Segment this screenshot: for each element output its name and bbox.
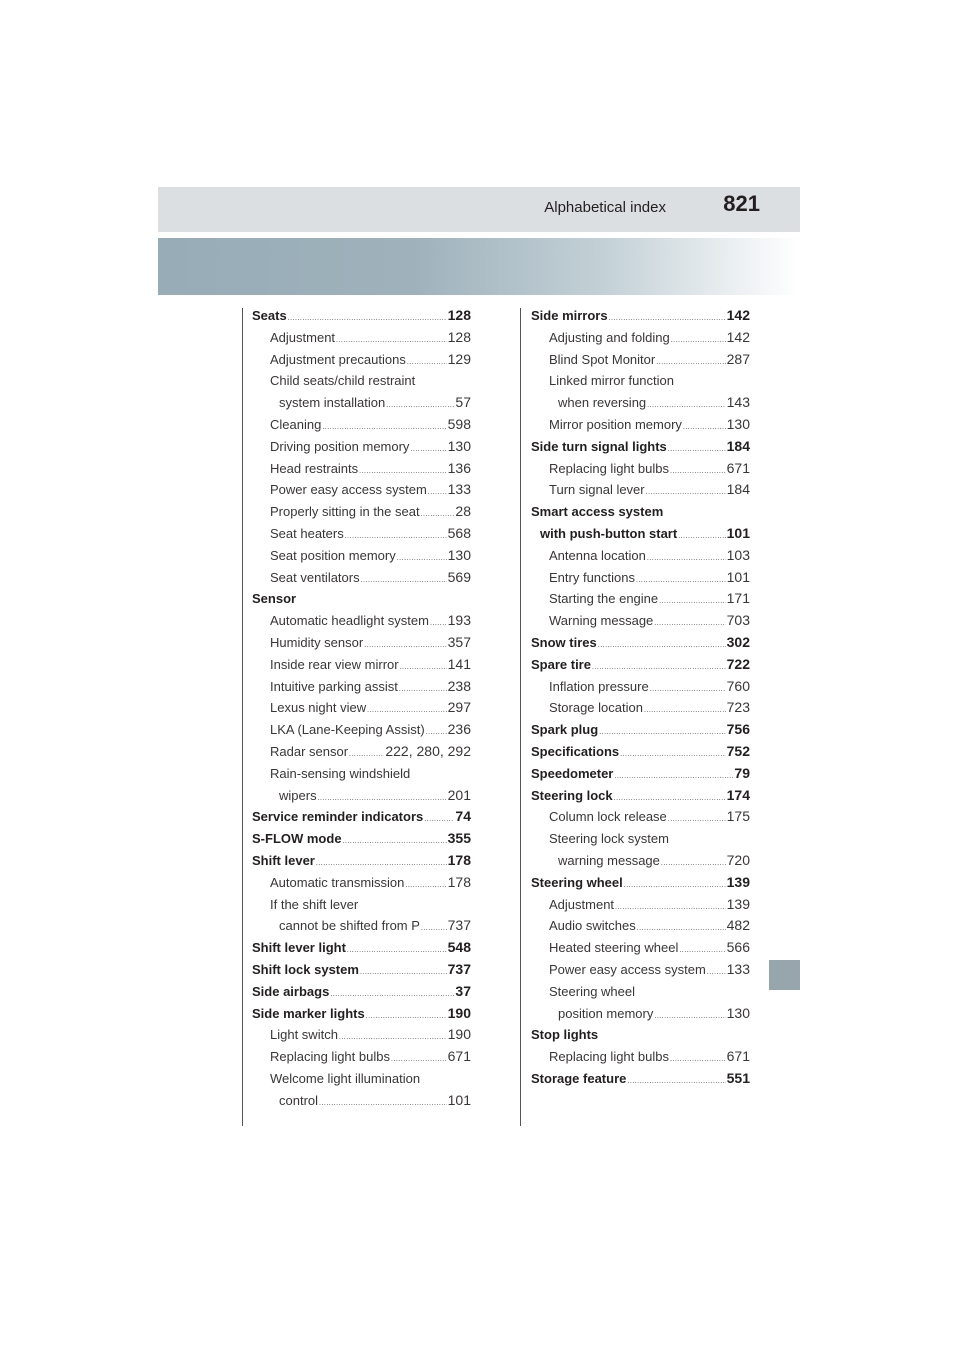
index-entry-term: Power easy access system <box>270 482 427 498</box>
index-entry <box>531 872 750 894</box>
index-entry-term: Audio switches <box>549 918 636 934</box>
index-entry-term: Column lock release <box>549 809 667 825</box>
index-entry <box>531 894 750 916</box>
index-entry <box>531 915 750 937</box>
index-entry <box>252 610 471 632</box>
index-entry <box>531 937 750 959</box>
index-entry <box>531 588 750 610</box>
index-entry <box>252 545 471 567</box>
index-entry <box>531 697 750 719</box>
index-entry-page[interactable]: 671 <box>726 459 750 476</box>
index-entry <box>531 959 750 981</box>
index-entry <box>531 523 750 545</box>
index-entry-page[interactable]: 133 <box>726 960 750 977</box>
header-bar <box>158 187 800 232</box>
index-entry <box>531 545 750 567</box>
index-entry-page[interactable]: 174 <box>726 786 750 803</box>
index-entry <box>531 850 750 872</box>
index-entry-term: Shift lever light <box>252 940 346 956</box>
index-entry-term: Shift lock system <box>252 961 359 977</box>
index-entry-term: Replacing light bulbs <box>270 1049 390 1065</box>
index-entry-page[interactable]: 222, 280, 292 <box>385 742 471 759</box>
index-entry <box>531 654 750 676</box>
index-entry <box>531 1068 750 1090</box>
index-entry-term: Seat heaters <box>270 525 344 541</box>
index-entry <box>252 567 471 589</box>
index-entry-term: Steering lock system <box>549 831 669 847</box>
index-entry-page[interactable]: 737 <box>447 960 471 977</box>
index-entry-page[interactable]: 101 <box>726 568 750 585</box>
index-entry-page[interactable]: 103 <box>726 546 750 563</box>
index-entry <box>531 567 750 589</box>
index-entry <box>252 305 471 327</box>
index-entry-term: Automatic transmission <box>270 874 405 890</box>
index-entry <box>531 327 750 349</box>
index-entry-page[interactable]: 566 <box>726 939 750 956</box>
index-entry <box>531 349 750 371</box>
index-entry-page[interactable]: 482 <box>726 917 750 934</box>
index-entry <box>531 763 750 785</box>
index-entry <box>252 654 471 676</box>
index-entry-term: control <box>279 1092 319 1108</box>
index-entry-page[interactable]: 737 <box>447 917 471 934</box>
index-entry-term: Head restraints <box>270 460 359 476</box>
index-entry <box>252 1046 471 1068</box>
index-entry-page[interactable]: 190 <box>447 1026 471 1043</box>
page-title: Alphabetical index <box>544 199 666 216</box>
index-entry-page[interactable]: 128 <box>447 307 471 323</box>
index-entry-term: Smart access system <box>531 504 664 520</box>
index-entry-page[interactable]: 133 <box>447 481 471 498</box>
index-entry-term: Speedometer <box>531 765 614 781</box>
index-entry-page[interactable]: 184 <box>726 481 750 498</box>
header-gradient-band <box>158 238 800 295</box>
index-entry-term: Spare tire <box>531 656 591 672</box>
index-entry <box>252 676 471 698</box>
index-entry-term: Stop lights <box>531 1027 599 1043</box>
index-entry-term: Starting the engine <box>549 591 659 607</box>
index-entry-page[interactable]: 57 <box>455 394 471 411</box>
index-entry <box>531 981 750 1003</box>
index-entry-term: Sensor <box>252 591 297 607</box>
index-entry-page[interactable]: 569 <box>447 568 471 585</box>
index-entry <box>252 1024 471 1046</box>
index-entry-page[interactable]: 143 <box>726 394 750 411</box>
index-entry-page[interactable]: 136 <box>447 459 471 476</box>
index-entry-term: Driving position memory <box>270 438 410 454</box>
index-entry <box>252 785 471 807</box>
index-entry <box>252 1090 471 1112</box>
index-entry <box>531 1003 750 1025</box>
index-entry-page[interactable]: 302 <box>726 633 750 650</box>
index-entry <box>252 370 471 392</box>
index-entry-page[interactable]: 756 <box>726 721 750 738</box>
index-entry-page[interactable]: 130 <box>726 1004 750 1021</box>
index-entry-page[interactable]: 193 <box>447 612 471 629</box>
index-entry <box>531 414 750 436</box>
index-entry-page[interactable]: 201 <box>447 786 471 803</box>
index-entry <box>531 479 750 501</box>
page-number: 821 <box>723 191 760 216</box>
index-entry-term: Shift lever <box>252 852 315 868</box>
index-entry <box>252 392 471 414</box>
index-entry <box>531 436 750 458</box>
index-entry-page[interactable]: 79 <box>734 764 750 781</box>
index-entry <box>252 414 471 436</box>
index-entry-page[interactable]: 139 <box>726 873 750 890</box>
index-entry-page[interactable]: 130 <box>447 546 471 563</box>
index-entry-term: wipers <box>279 787 317 803</box>
index-entry-page[interactable]: 752 <box>726 742 750 759</box>
index-entry-term: Steering wheel <box>531 874 623 890</box>
index-entry-term: warning message <box>558 852 660 868</box>
index-entry <box>252 436 471 458</box>
index-entry <box>252 1068 471 1090</box>
index-entry-page[interactable]: 287 <box>726 350 750 367</box>
index-entry-term: Adjustment <box>270 329 336 345</box>
index-entry-page[interactable]: 101 <box>726 524 750 541</box>
index-entry-page[interactable]: 28 <box>455 503 471 520</box>
index-entry-page[interactable]: 129 <box>447 350 471 367</box>
index-entry-page[interactable]: 130 <box>447 437 471 454</box>
index-entry-term: Radar sensor <box>270 743 349 759</box>
index-entry <box>531 785 750 807</box>
index-entry-term: Snow tires <box>531 634 597 650</box>
index-entry <box>531 676 750 698</box>
index-entry-term: Child seats/child restraint <box>270 373 416 389</box>
index-entry <box>252 872 471 894</box>
index-entry-term: Turn signal lever <box>549 482 645 498</box>
index-entry-page[interactable]: 178 <box>447 851 471 868</box>
index-entry-page[interactable]: 671 <box>726 1048 750 1065</box>
index-entry-term: cannot be shifted from P <box>279 918 420 934</box>
index-entry-term: Antenna location <box>549 547 646 563</box>
index-entry-term: system installation <box>279 395 386 411</box>
index-entry <box>252 741 471 763</box>
index-entry <box>531 719 750 741</box>
index-entry-term: with push-button start <box>540 525 678 541</box>
index-entry <box>531 1046 750 1068</box>
index-entry <box>252 588 471 610</box>
index-entry <box>252 479 471 501</box>
index-entry-page[interactable]: 74 <box>455 808 471 825</box>
index-entry <box>252 981 471 1003</box>
index-entry-page[interactable]: 551 <box>726 1069 750 1086</box>
index-entry-term: Welcome light illumination <box>270 1070 421 1086</box>
index-entry-page[interactable]: 357 <box>447 633 471 650</box>
index-entry-term: Properly sitting in the seat <box>270 504 420 520</box>
index-entry-page[interactable]: 175 <box>726 808 750 825</box>
index-entry <box>531 370 750 392</box>
index-entry-page[interactable]: 142 <box>726 328 750 345</box>
index-entry-term: Replacing light bulbs <box>549 1049 669 1065</box>
index-entry <box>531 305 750 327</box>
index-entry-term: Automatic headlight system <box>270 613 429 629</box>
index-entry-term: S-FLOW mode <box>252 831 342 847</box>
index-entry-term: Service reminder indicators <box>252 809 424 825</box>
index-entry-term: Side marker lights <box>252 1005 365 1021</box>
index-entry-term: Humidity sensor <box>270 634 364 650</box>
index-entry <box>531 828 750 850</box>
index-entry-page[interactable]: 720 <box>726 851 750 868</box>
index-entry-term: Rain-sensing windshield <box>270 765 411 781</box>
column-divider-left <box>242 308 243 1126</box>
index-entry <box>531 1024 750 1046</box>
index-entry-term: Replacing light bulbs <box>549 460 669 476</box>
index-entry-page[interactable]: 141 <box>447 655 471 672</box>
index-entry <box>252 1003 471 1025</box>
index-column-right <box>531 305 750 1090</box>
index-entry <box>252 697 471 719</box>
index-entry <box>252 719 471 741</box>
index-entry-page[interactable]: 598 <box>447 415 471 432</box>
index-entry <box>252 763 471 785</box>
index-entry-page[interactable]: 703 <box>726 612 750 629</box>
index-entry <box>252 458 471 480</box>
index-entry-term: Steering wheel <box>549 983 635 999</box>
index-entry-term: Warning message <box>549 613 654 629</box>
index-entry-page[interactable]: 171 <box>726 590 750 607</box>
index-entry-term: Intuitive parking assist <box>270 678 398 694</box>
column-divider-right <box>520 308 521 1126</box>
index-entry <box>531 632 750 654</box>
index-entry <box>252 501 471 523</box>
index-entry-term: Side mirrors <box>531 308 608 323</box>
index-entry <box>252 915 471 937</box>
index-entry-page[interactable]: 355 <box>447 830 471 847</box>
index-entry-term: Specifications <box>531 743 620 759</box>
index-entry <box>252 850 471 872</box>
index-entry-term: when reversing <box>558 395 647 411</box>
index-entry-page[interactable]: 236 <box>447 721 471 738</box>
index-entry-term: Blind Spot Monitor <box>549 351 656 367</box>
index-entry-page[interactable]: 184 <box>726 437 750 454</box>
index-entry <box>252 523 471 545</box>
index-entry-term: Mirror position memory <box>549 416 682 432</box>
index-entry-page[interactable]: 139 <box>726 895 750 912</box>
index-entry-page[interactable]: 128 <box>447 328 471 345</box>
index-entry <box>531 501 750 523</box>
index-entry-term: LKA (Lane-Keeping Assist) <box>270 722 425 738</box>
index-entry-term: Side airbags <box>252 983 330 999</box>
index-entry <box>252 894 471 916</box>
index-entry-term: Adjustment precautions <box>270 351 406 367</box>
section-tab-marker <box>769 960 800 990</box>
index-entry <box>252 828 471 850</box>
index-entry-term: Seat position memory <box>270 547 396 563</box>
index-entry-page[interactable]: 722 <box>726 655 750 672</box>
index-entry <box>252 632 471 654</box>
index-entry <box>252 959 471 981</box>
index-entry-term: Lexus night view <box>270 700 367 716</box>
index-entry-page[interactable]: 37 <box>455 982 471 999</box>
index-entry-term: Inflation pressure <box>549 678 649 694</box>
index-entry-term: position memory <box>558 1005 654 1021</box>
index-entry-term: Heated steering wheel <box>549 940 679 956</box>
index-entry-term: Linked mirror function <box>549 373 674 389</box>
index-entry-page[interactable]: 190 <box>447 1004 471 1021</box>
index-entry <box>531 806 750 828</box>
index-entry-term: Side turn signal lights <box>531 438 667 454</box>
index-entry-term: Seat ventilators <box>270 569 360 585</box>
index-entry-term: Adjusting and folding <box>549 329 670 345</box>
index-entry-page[interactable]: 760 <box>726 677 750 694</box>
index-entry-term: If the shift lever <box>270 896 359 912</box>
index-entry-page[interactable]: 101 <box>447 1091 471 1108</box>
index-entry <box>531 392 750 414</box>
index-entry-term: Cleaning <box>270 416 322 432</box>
index-entry-term: Power easy access system <box>549 961 706 977</box>
index-entry-term: Adjustment <box>549 896 615 912</box>
dot-leader <box>319 1093 447 1115</box>
index-entry-page[interactable]: 178 <box>447 873 471 890</box>
index-entry-term: Storage feature <box>531 1070 627 1086</box>
index-entry <box>252 349 471 371</box>
index-entry <box>531 458 750 480</box>
index-entry-term: Seats <box>252 308 287 323</box>
index-entry <box>252 937 471 959</box>
index-entry-term: Light switch <box>270 1027 338 1043</box>
index-entry <box>531 741 750 763</box>
index-entry-page[interactable]: 238 <box>447 677 471 694</box>
index-entry-page[interactable]: 548 <box>447 939 471 956</box>
index-entry-term: Storage location <box>549 700 643 716</box>
dot-leader <box>627 1071 725 1093</box>
index-entry-page[interactable]: 723 <box>726 699 750 716</box>
index-entry <box>252 806 471 828</box>
index-entry-page[interactable]: 568 <box>447 524 471 541</box>
index-entry <box>252 327 471 349</box>
index-entry-term: Inside rear view mirror <box>270 656 399 672</box>
index-entry-term: Steering lock <box>531 787 613 803</box>
index-entry-page[interactable]: 142 <box>726 307 750 323</box>
index-entry-page[interactable]: 297 <box>447 699 471 716</box>
index-column-left <box>252 305 471 1111</box>
index-entry-page[interactable]: 130 <box>726 415 750 432</box>
index-entry-page[interactable]: 671 <box>447 1048 471 1065</box>
index-entry <box>531 610 750 632</box>
index-entry-term: Entry functions <box>549 569 635 585</box>
index-entry-term: Spark plug <box>531 722 599 738</box>
